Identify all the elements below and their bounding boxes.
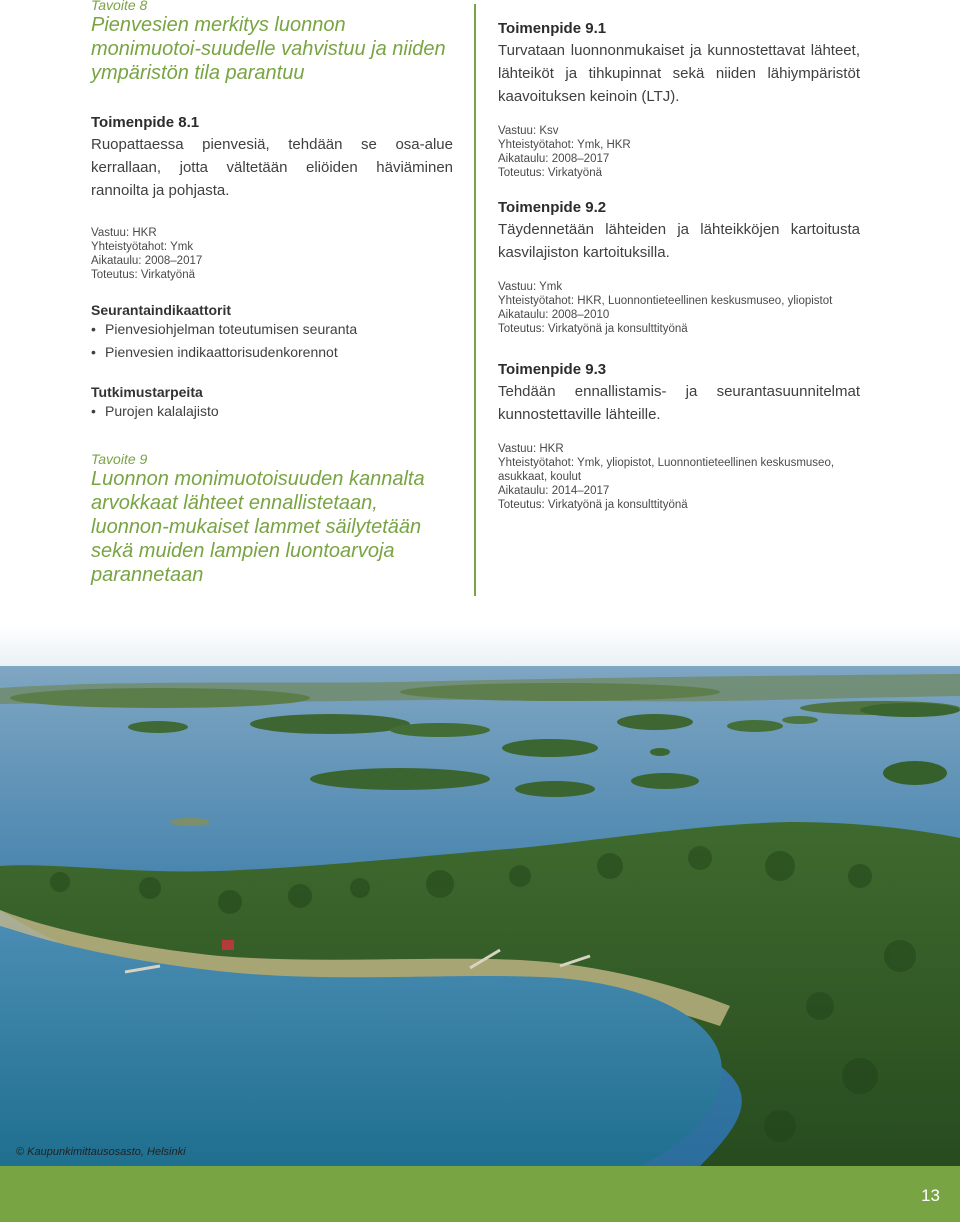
measure-9-2-text: Täydennetään lähteiden ja lähteikköjen kartoitusta kasvilajiston kartoituksilla. xyxy=(498,221,860,261)
aerial-archipelago-photo xyxy=(0,626,960,1166)
measure-9-1-text: Turvataan luonnonmukaiset ja kunnostettavat lähteet, lähteiköt ja tihkupinnat sekä niiden lähiympäristöt kaavoituksen keinoin (LTJ). xyxy=(498,42,860,105)
implementation: Toteutus: Virkatyönä xyxy=(91,269,195,281)
implementation: Toteutus: Virkatyönä ja konsulttityönä xyxy=(498,323,688,335)
responsible: Vastuu: Ksv xyxy=(498,125,559,137)
page-number: 13 xyxy=(921,1186,940,1205)
measure-9-2-meta xyxy=(498,280,860,336)
responsible: Vastuu: HKR xyxy=(498,443,564,455)
partners: Yhteistyötahot: Ymk xyxy=(91,241,194,253)
goal-9-label: Tavoite 9 xyxy=(91,451,148,467)
measure-9-3-title: Toimenpide 9.3 xyxy=(498,361,607,378)
indicators-heading: Seurantaindikaattorit xyxy=(91,302,232,318)
implementation: Toteutus: Virkatyönä ja konsulttityönä xyxy=(498,499,688,511)
photo-credit: © Kaupunkimittausosasto, Helsinki xyxy=(16,1146,186,1158)
goal-9-title: Luonnon monimuotoisuuden kannalta arvokkaat lähteet ennallistetaan, luonnon-mukaiset lammet säilytetään sekä muiden lampien luontoarvoja parannetaan xyxy=(91,468,425,586)
measure-9-2-title: Toimenpide 9.2 xyxy=(498,199,607,216)
schedule: Aikataulu: 2014–2017 xyxy=(498,485,610,497)
measure-9-3-text: Tehdään ennallistamis- ja seurantasuunnitelmat kunnostettaville lähteille. xyxy=(498,383,860,423)
measure-9-1-title: Toimenpide 9.1 xyxy=(498,20,607,37)
left-column xyxy=(91,0,453,587)
archipelago-illustration xyxy=(0,626,960,1166)
column-divider xyxy=(474,4,476,596)
schedule: Aikataulu: 2008–2017 xyxy=(91,255,203,267)
implementation: Toteutus: Virkatyönä xyxy=(498,167,602,179)
measure-9-3-meta xyxy=(498,442,860,512)
measure-9-1-meta xyxy=(498,124,860,180)
list-item: • Purojen kalalajisto xyxy=(91,400,453,423)
footer-bar xyxy=(0,1166,960,1222)
research-list xyxy=(91,400,453,423)
responsible: Vastuu: Ymk xyxy=(498,281,563,293)
measure-8-1-title: Toimenpide 8.1 xyxy=(91,114,200,131)
measure-8-1-text: Ruopattaessa pienvesiä, tehdään se osa-alue kerrallaan, jotta vältetään eliöiden häviäminen rannoilta ja pohjasta. xyxy=(91,136,453,199)
partners: Yhteistyötahot: Ymk, HKR xyxy=(498,139,631,151)
list-item: • Pienvesien indikaattorisudenkorennot xyxy=(91,341,453,364)
right-column xyxy=(498,0,860,512)
schedule: Aikataulu: 2008–2017 xyxy=(498,153,610,165)
responsible: Vastuu: HKR xyxy=(91,227,157,239)
partners: Yhteistyötahot: Ymk, yliopistot, Luonnontieteellinen keskusmuseo, asukkaat, koulut xyxy=(498,457,835,483)
research-heading: Tutkimustarpeita xyxy=(91,384,203,400)
goal-8-label: Tavoite 8 xyxy=(91,0,148,13)
measure-8-1-meta xyxy=(91,226,453,282)
indicators-list xyxy=(91,318,453,364)
schedule: Aikataulu: 2008–2010 xyxy=(498,309,610,321)
goal-8-title: Pienvesien merkitys luonnon monimuotoi-suudelle vahvistuu ja niiden ympäristön tila parantuu xyxy=(91,14,446,84)
partners: Yhteistyötahot: HKR, Luonnontieteellinen keskusmuseo, yliopistot xyxy=(498,295,833,307)
list-item: • Pienvesiohjelman toteutumisen seuranta xyxy=(91,318,453,341)
